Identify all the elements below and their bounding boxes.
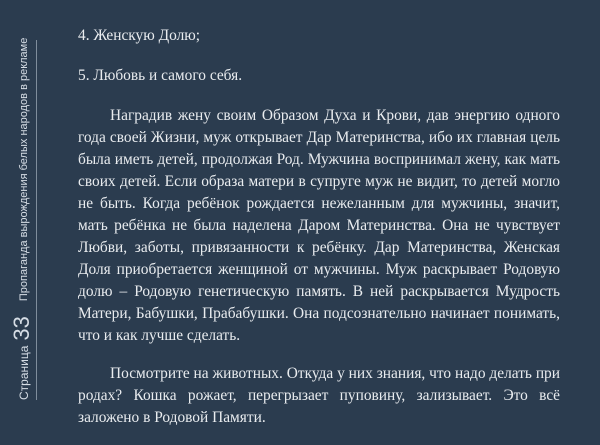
page-number: 33 (9, 316, 34, 341)
body-paragraph: Наградив жену своим Образом Духа и Крови, дав энергию одного года своей Жизни, муж открывает Дар Материнства, ибо их главная цель была иметь детей, продолжая Род. Мужчина воспринимал жену, как мать своих детей. Если образа матери в супруге муж не видит, то детей могло не быть. Когда ребёнок рождается нежеланным для мужчины, значит, мать ребёнка не была наделена Даром Материнства. Она не чувствует Любви, заботы, привязанности к ребёнку. Дар Материнства, Женская Доля приобретается женщиной от мужчины. Муж раскрывает Родовую долю – Родовую генетическую память. В ней раскрывается Мудрость Матери, Бабушки, Прабабушки. Она подсознательно начинает понимать, что и как лучше сделать. (78, 107, 560, 344)
page-word-label: Страница (17, 345, 31, 400)
sidebar-divider (36, 40, 37, 400)
sidebar-label-group (8, 32, 36, 400)
list-item: 5. Любовь и самого себя. (78, 67, 243, 84)
page-content (78, 25, 560, 445)
sidebar (0, 0, 44, 422)
document-title: Пропаганда вырождения белых народов в рекламе (18, 37, 30, 302)
body-paragraph: Посмотрите на животных. Откуда у них знания, что надо делать при родах? Кошка рожает, перегрызает пуповину, зализывает. Это всё заложено в Родовой Памяти. (78, 365, 560, 426)
list-item: 4. Женскую Долю; (78, 27, 201, 44)
